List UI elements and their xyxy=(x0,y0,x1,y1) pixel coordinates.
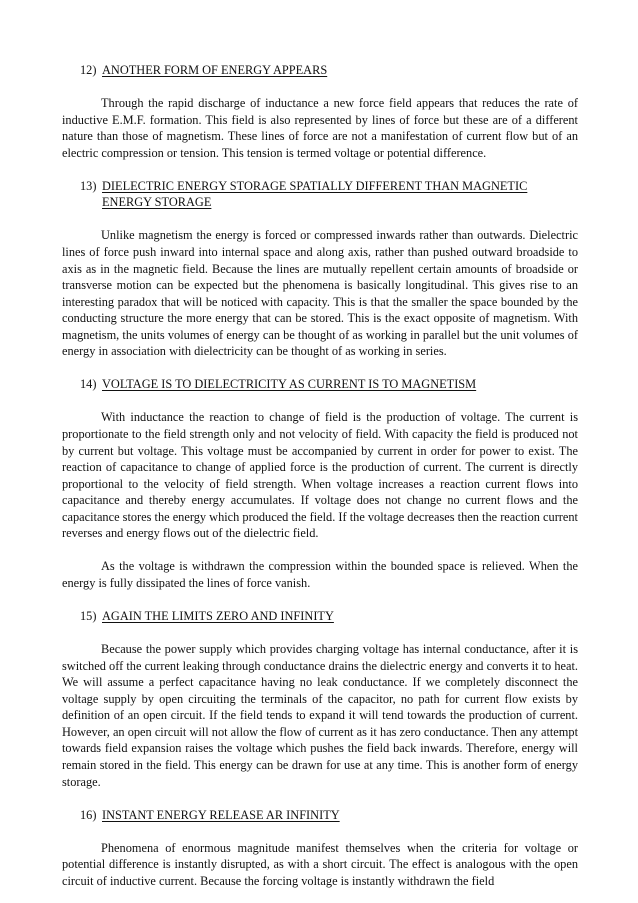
section-number: 14) xyxy=(80,377,97,392)
spacer xyxy=(62,625,578,642)
document-page xyxy=(62,62,578,889)
section-number: 15) xyxy=(80,609,97,624)
section-heading-13 xyxy=(62,178,578,211)
spacer xyxy=(62,790,578,807)
section-title: DIELECTRIC ENERGY STORAGE SPATIALLY DIFFERENT THAN MAGNETIC ENERGY STORAGE xyxy=(102,178,528,210)
section-title: INSTANT ENERGY RELEASE AR INFINITY xyxy=(102,807,340,822)
paragraph: Because the power supply which provides charging voltage has internal conductance, after it is switched off the current leaking through conductance drains the dielectric energy and converts it to heat. We will assume a perfect capacitance having no leak conductance. If we completely disconnect the voltage supply by open circuiting the terminals of the capacitor, no path for current flow exists by definition of an open circuit. If the field tends to expand it will tend towards the production of current. However, an open circuit will not allow the flow of current as it has zero conductance. Then any attempt towards field expansion raises the voltage which pushes the field back inwards. Therefore, energy will remain stored in the field. This energy can be drawn for use at any time. This is another form of energy storage. xyxy=(62,642,578,789)
section-title: VOLTAGE IS TO DIELECTRICITY AS CURRENT IS TO MAGNETISM xyxy=(102,377,477,392)
spacer xyxy=(62,211,578,228)
spacer xyxy=(62,823,578,840)
spacer xyxy=(62,393,578,410)
section-heading-14 xyxy=(62,376,578,393)
paragraph: Unlike magnetism the energy is forced or compressed inwards rather than outwards. Dielectric lines of force push inward into internal space and along axis, rather than pushed outward broadside to axis as in the magnetic field. Because the lines are mutually repellent certain amounts of broadside or transverse motion can be expected but the phenomena is basically longitudinal. This gives rise to an interesting paradox that will be noticed with capacity. This is that the smaller the space bounded by the conducting structure the more energy that can be stored. This is the exact opposite of magnetism. With magnetism, the units volumes of energy can be thought of as working in parallel but the unit volumes of energy in association with dielectricity can be thought of as working in series. xyxy=(62,228,578,359)
section-heading-16 xyxy=(62,807,578,824)
spacer xyxy=(62,360,578,377)
paragraph: Phenomena of enormous magnitude manifest themselves when the criteria for voltage or potential difference is instantly disrupted, as with a short circuit. The effect is analogous with the open circuit of inductive current. Because the forcing voltage is instantly withdrawn the field xyxy=(62,840,578,888)
paragraph: Through the rapid discharge of inductance a new force field appears that reduces the rate of inductive E.M.F. formation. This field is also represented by lines of force but these are of a different nature than those of magnetism. These lines of force are not a manifestation of current flow but of an electric compression or tension. This tension is termed voltage or potential difference. xyxy=(62,96,578,160)
spacer xyxy=(62,592,578,609)
section-heading-12 xyxy=(62,62,578,79)
spacer xyxy=(62,161,578,178)
section-number: 12) xyxy=(80,63,97,77)
section-title: ANOTHER FORM OF ENERGY APPEARS xyxy=(102,63,328,77)
spacer xyxy=(62,79,578,96)
paragraph: With inductance the reaction to change of field is the production of voltage. The current is proportionate to the field strength only and not velocity of field. With capacity the field is produced not by current but voltage. This voltage must be accompanied by current in order for power to exist. The reaction of capacitance to change of applied force is the production of current. The current is directly proportional to the velocity of field strength. When voltage increases a reaction current flows into capacitance and thereby energy accumulates. If voltage does not change no current flows and the capacitance stores the energy which produced the field. If the voltage decreases then the reaction current reverses and energy flows out of the dielectric field. xyxy=(62,410,578,541)
section-title: AGAIN THE LIMITS ZERO AND INFINITY xyxy=(102,609,334,624)
section-number: 13) xyxy=(80,178,97,193)
paragraph: As the voltage is withdrawn the compression within the bounded space is relieved. When the energy is fully dissipated the lines of force vanish. xyxy=(62,559,578,590)
section-number: 16) xyxy=(80,807,97,822)
spacer xyxy=(62,542,578,559)
section-heading-15 xyxy=(62,608,578,625)
